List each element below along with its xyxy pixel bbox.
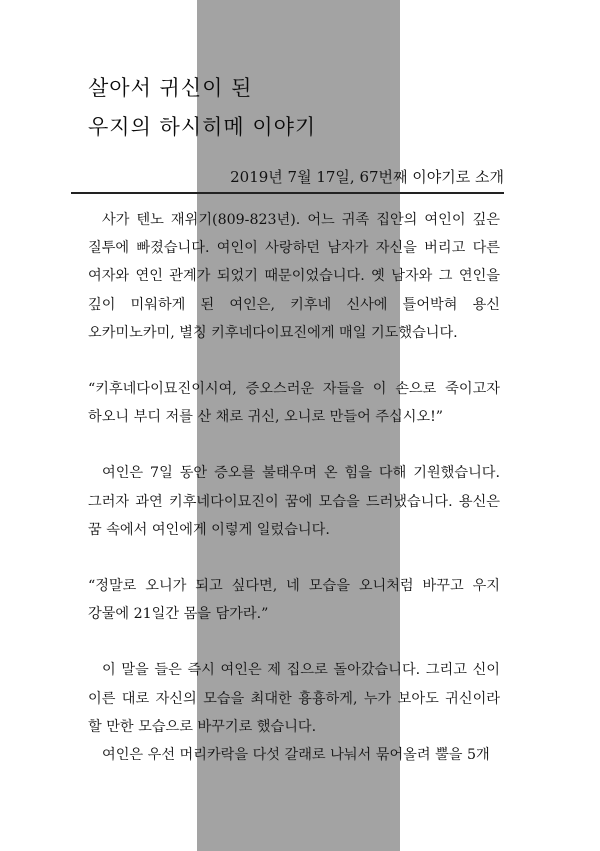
title-line-1: 살아서 귀신이 된 xyxy=(88,76,253,100)
date-line: 2019년 7월 17일, 67번째 이야기로 소개 xyxy=(230,168,504,186)
paragraph-4: 여인은 우선 머리카락을 다섯 갈래로 나눠서 묶어올려 뿔을 5개 xyxy=(102,747,490,764)
paragraph-quote-2: “정말로 오니가 되고 싶다면, 네 모습을 오니처럼 바꾸고 우지 강물에 21일간 몸을 담가라.” xyxy=(88,578,500,623)
paragraph-1: 사가 텐노 재위기(809-823년). 어느 귀족 집안의 여인이 깊은 질투에 빠졌습니다. 여인이 사랑하던 남자가 자신을 버리고 다른 여자와 연인 관계가 되었기 때문이었습니다. 옛 남자와 그 연인을 깊이 미워하게 된 여인은, 키후네 신사에 틀어박혀 용신 오카미노카미, 별칭 키후네다이묘진에게 매일 기도했습니다. xyxy=(88,212,500,341)
body-text xyxy=(88,206,500,769)
horizontal-rule xyxy=(71,192,504,194)
paragraph-3: 이 말을 들은 즉시 여인은 제 집으로 돌아갔습니다. 그리고 신이 이른 대로 자신의 모습을 최대한 흉흉하게, 누가 보아도 귀신이라 할 만한 모습으로 바꾸기로 했습니다. xyxy=(88,662,500,735)
paragraph-quote-1: “키후네다이묘진이시여, 증오스러운 자들을 이 손으로 죽이고자 하오니 부디 저를 산 채로 귀신, 오니로 만들어 주십시오!” xyxy=(88,381,500,426)
paragraph-2: 여인은 7일 동안 증오를 불태우며 온 힘을 다해 기원했습니다. 그러자 과연 키후네다이묘진이 꿈에 모습을 드러냈습니다. 용신은 꿈 속에서 여인에게 이렇게 일렀습니다. xyxy=(88,465,500,538)
title-line-2: 우지의 하시히메 이야기 xyxy=(88,115,317,139)
